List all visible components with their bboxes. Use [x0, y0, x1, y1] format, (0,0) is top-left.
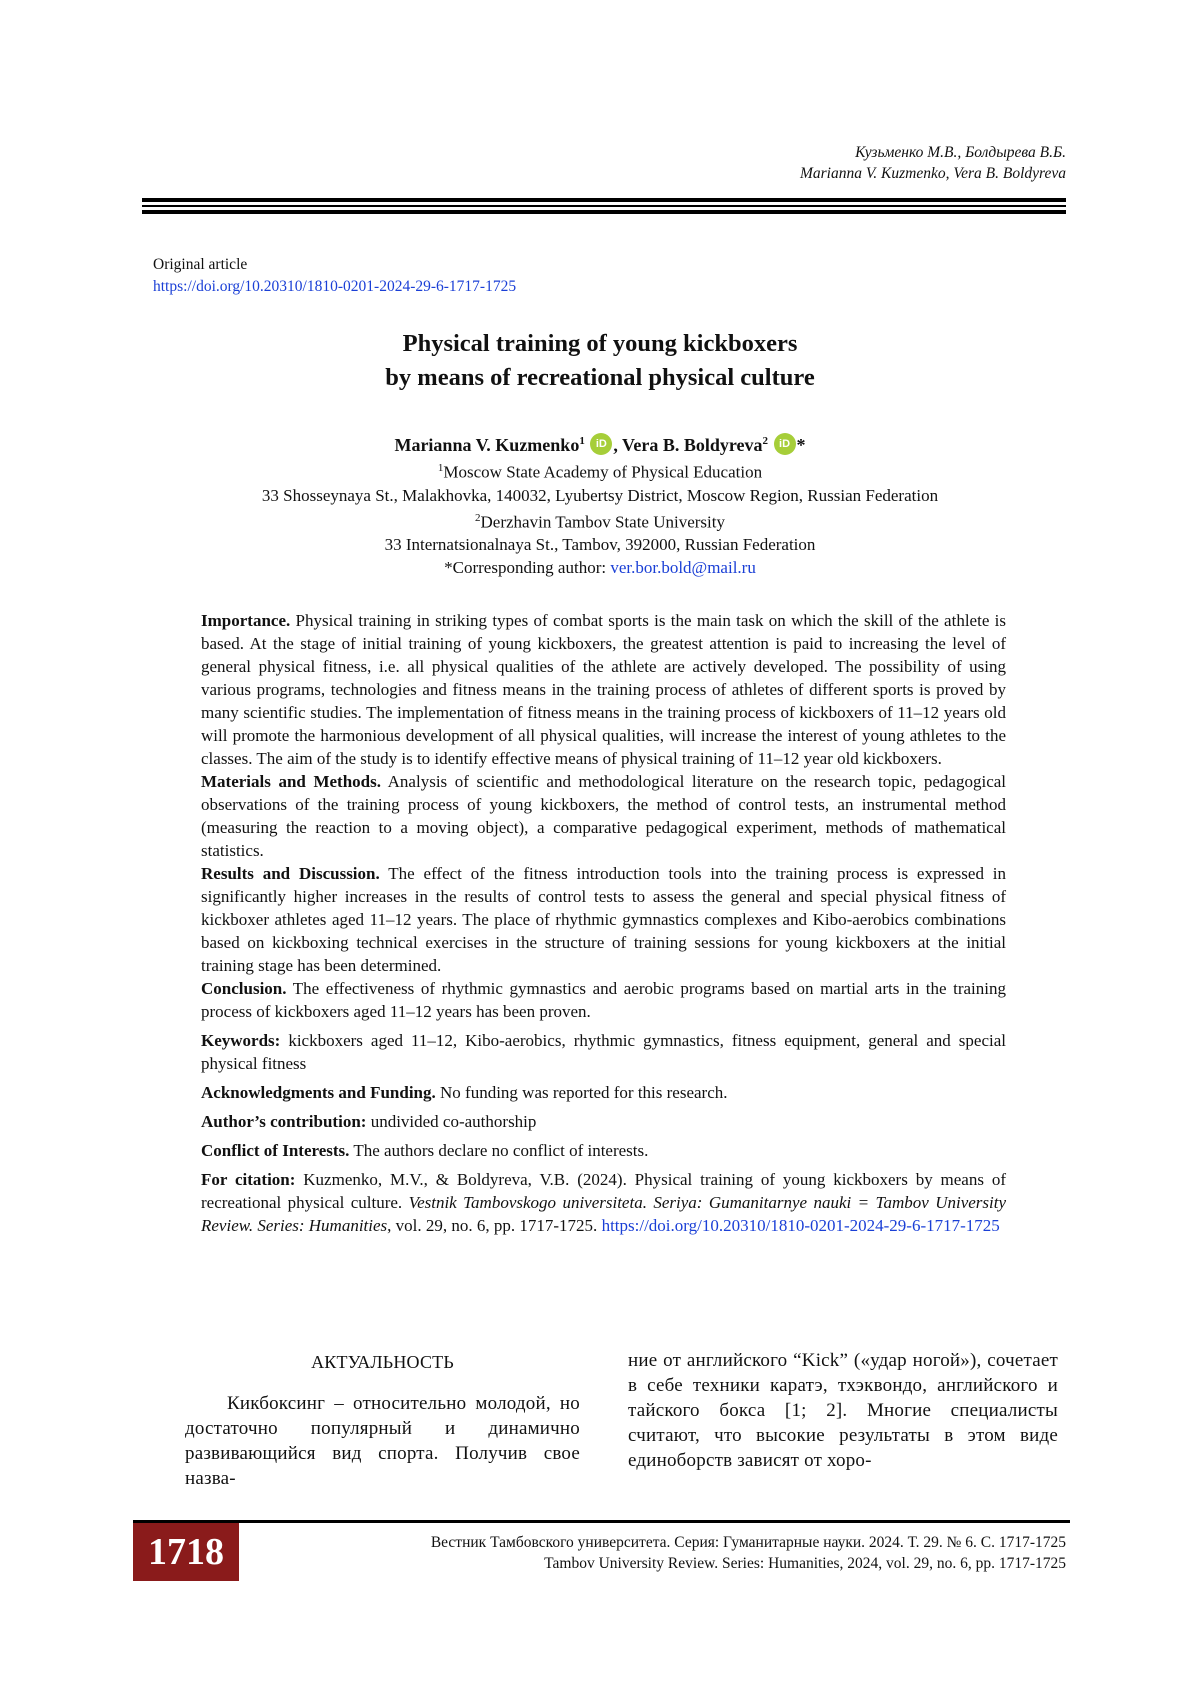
affiliation-2 [0, 507, 1200, 534]
journal-footer-en: Tambov University Review. Series: Humanities, 2024, vol. 29, no. 6, pp. 1717-1725 [544, 1555, 1066, 1572]
title-line-1: Physical training of young kickboxers [402, 330, 798, 357]
abstract-methods [201, 770, 1006, 862]
body-paragraph-left: Кикбоксинг – относительно молодой, но достаточно популярный и динамично развивающийся вид спорта. Получив свое назва- [185, 1393, 580, 1489]
body-column-right [628, 1348, 1058, 1473]
abstract [201, 609, 1006, 1237]
article-title [0, 327, 1200, 395]
corresponding-author [0, 556, 1200, 579]
results-label: Results and Discussion. [201, 864, 380, 883]
citation-text-1: Kuzmenko, M.V., & Boldyreva, V.B. (2024). Physical training of young kickboxers by means of recreational physical culture. [201, 1170, 1006, 1212]
citation-doi-link[interactable]: https://doi.org/10.20310/1810-0201-2024-29-6-1717-1725 [601, 1216, 1000, 1235]
citation-label: For citation: [201, 1170, 296, 1189]
abstract-conclusion [201, 977, 1006, 1023]
author-separator: , [613, 435, 623, 455]
author-2-name: Vera B. Boldyreva [622, 435, 763, 455]
abstract-results [201, 862, 1006, 977]
corresponding-email-link[interactable]: ver.bor.bold@mail.ru [610, 558, 756, 578]
contribution-label: Author’s contribution: [201, 1112, 367, 1131]
methods-label: Materials and Methods. [201, 772, 381, 791]
conflict-of-interests [201, 1139, 1006, 1162]
journal-footer [431, 1532, 1066, 1574]
methods-text: Analysis of scientific and methodological literature on the research topic, pedagogical observations of the training process of young kickboxers, the method of control tests, an instrumental method (measuring the reaction to a moving object), a comparative pedagogical experiment, methods of mathematical statistics. [201, 772, 1007, 860]
contribution-text: undivided co-authorship [366, 1112, 537, 1131]
doi-link[interactable]: https://doi.org/10.20310/1810-0201-2024-29-6-1717-1725 [153, 278, 517, 295]
author-1-name: Marianna V. Kuzmenko [394, 435, 580, 455]
corresponding-label: *Corresponding author: [444, 558, 611, 578]
citation-journal: Vestnik Tambovskogo universiteta. Seriya: Gumanitarnye nauki = Tambov University Review. Series: Humanities [201, 1193, 1007, 1235]
journal-footer-ru: Вестник Тамбовского университета. Серия: Гуманитарные науки. 2024. Т. 29. № 6. С. 1717-1725 [430, 1534, 1066, 1551]
conflict-label: Conflict of Interests. [201, 1141, 350, 1160]
authors-block [0, 430, 1200, 579]
abstract-importance [201, 609, 1006, 770]
orcid-icon[interactable]: iD [590, 433, 612, 455]
keywords-text: kickboxers aged 11–12, Kibo-aerobics, rhythmic gymnastics, fitness equipment, general and special physical fitness [201, 1031, 1006, 1073]
author-1-sup: 1 [579, 435, 585, 447]
funding-label: Acknowledgments and Funding. [201, 1083, 436, 1102]
body-column-left [185, 1350, 580, 1491]
results-text: The effect of the fitness introduction tools into the training process is expressed in significantly higher increases in the results of control tests to assess the general and special physical fitness of kickboxer athletes aged 11–12 years. The place of rhythmic gymnastics complexes and Kibo-aerobics combinations based on kickboxing technical exercises in the structure of training sessions for young kickboxers at the initial training stage has been determined. [201, 864, 1007, 975]
affiliation-1-name: Moscow State Academy of Physical Education [443, 462, 763, 482]
affiliation-2-address: 33 Internatsionalnaya St., Tambov, 392000, Russian Federation [384, 535, 816, 555]
running-head-en: Marianna V. Kuzmenko, Vera B. Boldyreva [799, 165, 1066, 182]
author-names [0, 430, 1200, 457]
conflict-text: The authors declare no conflict of interests. [349, 1141, 649, 1160]
author-2-sup: 2 [762, 435, 769, 447]
author-contribution [201, 1110, 1006, 1133]
article-type: Original article [153, 256, 248, 273]
affiliation-1-sup: 1 [437, 462, 444, 474]
orcid-icon[interactable]: iD [774, 433, 796, 455]
funding-text: No funding was reported for this research. [435, 1083, 728, 1102]
body-paragraph-right: ние от английского “Kick” («удар ногой»), сочетает в себе техники каратэ, тхэквондо, английского и тайского бокса [1; 2]. Многие специалисты считают, что высокие результаты в этом виде единоборств зависят от хоро- [628, 1350, 1058, 1471]
citation-text-2: , vol. 29, no. 6, pp. 1717-1725. [387, 1216, 602, 1235]
header-rule-thick [142, 198, 1066, 202]
page-number: 1718 [133, 1523, 239, 1581]
citation [201, 1168, 1006, 1237]
affiliation-1 [0, 457, 1200, 484]
affiliation-1-address: 33 Shosseynaya St., Malakhovka, 140032, Lyubertsy District, Moscow Region, Russian Federation [261, 485, 939, 505]
section-heading: АКТУАЛЬНОСТЬ [311, 1352, 454, 1372]
header-rule-thick-2 [142, 210, 1066, 214]
affiliation-2-name: Derzhavin Tambov State University [480, 512, 725, 532]
keywords-label: Keywords: [201, 1031, 281, 1050]
running-head-ru: Кузьменко М.В., Болдырева В.Б. [855, 144, 1066, 161]
affiliation-2-sup: 2 [475, 511, 481, 524]
header-rule-thin [142, 205, 1066, 207]
importance-label: Importance. [201, 611, 291, 630]
corresponding-mark: * [796, 435, 806, 455]
importance-text: Physical training in striking types of combat sports is the main task on which the skill of the athlete is based. At the stage of initial training of young kickboxers, the greatest attention is paid to increasing the level of general physical fitness, i.e. all physical qualities of the athlete are actively developed. The possibility of using various programs, technologies and fitness means in the training process of athletes of different sports is proved by many scientific studies. The implementation of fitness means in the training process of kickboxers of 11–12 years old will promote the harmonious development of all physical qualities, will increase the interest of young athletes to the classes. The aim of the study is to identify effective means of physical training of 11–12 year old kickboxers. [201, 611, 1006, 768]
funding [201, 1081, 1006, 1104]
keywords [201, 1029, 1006, 1075]
conclusion-text: The effectiveness of rhythmic gymnastics and aerobic programs based on martial arts in the training process of kickboxers aged 11–12 years has been proven. [201, 979, 1006, 1021]
title-line-2: by means of recreational physical culture [385, 364, 815, 391]
footer-rule [133, 1520, 1070, 1523]
article-meta [153, 254, 516, 298]
conclusion-label: Conclusion. [201, 979, 287, 998]
running-head [800, 142, 1066, 184]
